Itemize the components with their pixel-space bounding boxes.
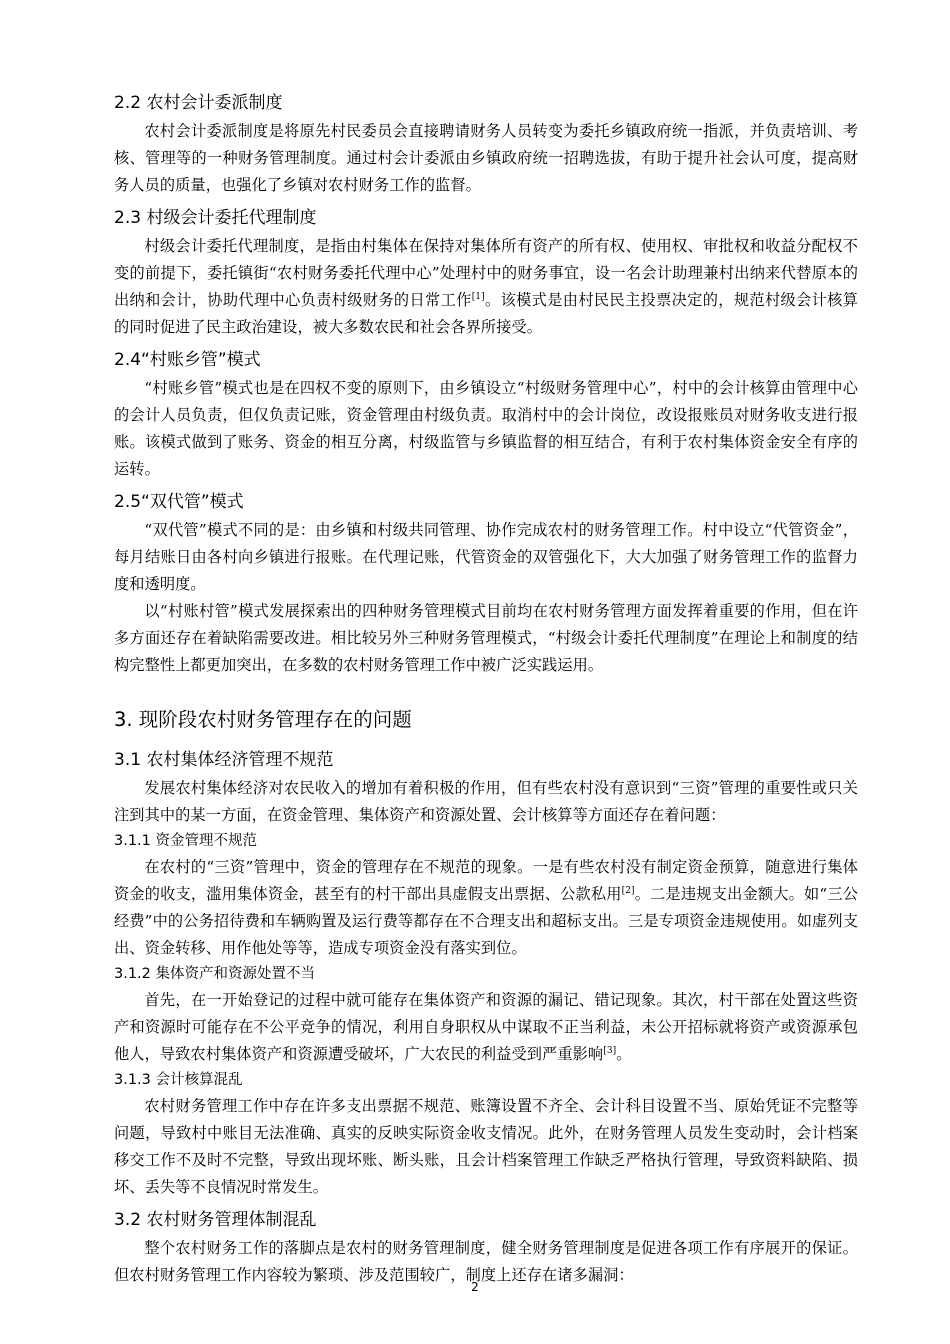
paragraph-3-1-2 <box>114 987 858 1068</box>
heading-3-2: 3.2 农村财务管理体制混乱 <box>114 1210 317 1230</box>
paragraph-text: 。 <box>616 1045 632 1063</box>
heading-2-3: 2.3 村级会计委托代理制度 <box>114 208 317 228</box>
paragraph-text: 村级会计委托代理制度，是指由村集体在保持对集体所有资产的所有权、使用权、审批权和收益分配权不变的前提下，委托镇街“农村财务委托代理中心”处理村中的财务事宜，设一名会计助理兼村出纳来代替原本的出纳和会计，协助代理中心负责村级财务的日常工作 <box>114 237 858 309</box>
paragraph-2-5-b: 以“村账村管”模式发展探索出的四种财务管理模式目前均在农村财务管理方面发挥着重要的作用，但在许多方面还存在着缺陷需要改进。相比较另外三种财务管理模式，“村级会计委托代理制度”在理论上和制度的结构完整性上都更加突出，在多数的农村财务管理工作中被广泛实践运用。 <box>114 602 858 674</box>
paragraph-2-2: 农村会计委派制度是将原先村民委员会直接聘请财务人员转变为委托乡镇政府统一指派，并负责培训、考核、管理等的一种财务管理制度。通过村会计委派由乡镇政府统一招聘选拔，有助于提升社会认可度，提高财务人员的质量，也强化了乡镇对农村财务工作的监督。 <box>114 122 858 194</box>
heading-3-1-3: 3.1.3 会计核算混乱 <box>114 1072 243 1088</box>
heading-3-1-2: 3.1.2 集体资产和资源处置不当 <box>114 966 316 982</box>
citation-ref: [3] <box>603 1045 617 1056</box>
paragraph-text: 。该模式是由村民民主投票决定的，规范村级会计核算的同时促进了民主政治建设，被大多数农民和社会各界所接受。 <box>114 291 858 336</box>
page-number: 2 <box>471 1280 479 1294</box>
heading-2-5: 2.5“双代管”模式 <box>114 492 244 512</box>
paragraph-3-2: 整个农村财务工作的落脚点是农村的财务管理制度，健全财务管理制度是促进各项工作有序展开的保证。但农村财务管理工作内容较为繁琐、涉及范围较广，制度上还存在诸多漏洞： <box>114 1239 858 1284</box>
heading-3: 3. 现阶段农村财务管理存在的问题 <box>114 708 412 731</box>
heading-3-1-1: 3.1.1 资金管理不规范 <box>114 833 258 849</box>
paragraph-2-5-a: “双代管”模式不同的是：由乡镇和村级共同管理、协作完成农村的财务管理工作。村中设立“代管资金”，每月结账日由各村向乡镇进行报账。在代理记账，代管资金的双管强化下，大大加强了财务管理工作的监督力度和透明度。 <box>114 521 858 593</box>
paragraph-2-4: “村账乡管”模式也是在四权不变的原则下，由乡镇设立“村级财务管理中心”，村中的会计核算由管理中心的会计人员负责，但仅负责记账，资金管理由村级负责。取消村中的会计岗位，改设报账员对财务收支进行报账。该模式做到了账务、资金的相互分离，村级监管与乡镇监督的相互结合，有利于农村集体资金安全有序的运转。 <box>114 379 858 478</box>
paragraph-text: 。二是违规支出金额大。如“三公经费”中的公务招待费和车辆购置及运行费等都存在不合理支出和超标支出。三是专项资金违规使用。如虚列支出、资金转移、用作他处等等，造成专项资金没有落实到位。 <box>114 885 858 957</box>
citation-ref: [1] <box>471 291 485 302</box>
heading-2-4: 2.4“村账乡管”模式 <box>114 350 261 370</box>
citation-ref: [2] <box>621 885 635 896</box>
heading-3-1: 3.1 农村集体经济管理不规范 <box>114 750 334 770</box>
paragraph-3-1: 发展农村集体经济对农民收入的增加有着积极的作用，但有些农村没有意识到“三资”管理的重要性或只关注到其中的某一方面，在资金管理、集体资产和资源处置、会计核算等方面还存在着问题： <box>114 779 858 824</box>
paragraph-3-1-1 <box>114 854 858 962</box>
heading-2-2: 2.2 农村会计委派制度 <box>114 93 283 113</box>
paragraph-text: 在农村的“三资”管理中，资金的管理存在不规范的现象。一是有些农村没有制定资金预算，随意进行集体资金的收支，滥用集体资金，甚至有的村干部出具虚假支出票据、公款私用 <box>114 858 858 903</box>
paragraph-2-3 <box>114 233 858 341</box>
paragraph-text: 首先，在一开始登记的过程中就可能存在集体资产和资源的漏记、错记现象。其次，村干部在处置这些资产和资源时可能存在不公平竞争的情况，利用自身职权从中谋取不正当利益，未公开招标就将资产或资源承包他人，导致农村集体资产和资源遭受破坏，广大农民的利益受到严重影响 <box>114 991 858 1063</box>
page-content <box>114 88 858 1289</box>
paragraph-3-1-3: 农村财务管理工作中存在许多支出票据不规范、账簿设置不齐全、会计科目设置不当、原始凭证不完整等问题，导致村中账目无法准确、真实的反映实际资金收支情况。此外，在财务管理人员发生变动时，会计档案移交工作不及时不完整，导致出现坏账、断头账，且会计档案管理工作缺乏严格执行管理，导致资料缺陷、损坏、丢失等不良情况时常发生。 <box>114 1097 858 1196</box>
